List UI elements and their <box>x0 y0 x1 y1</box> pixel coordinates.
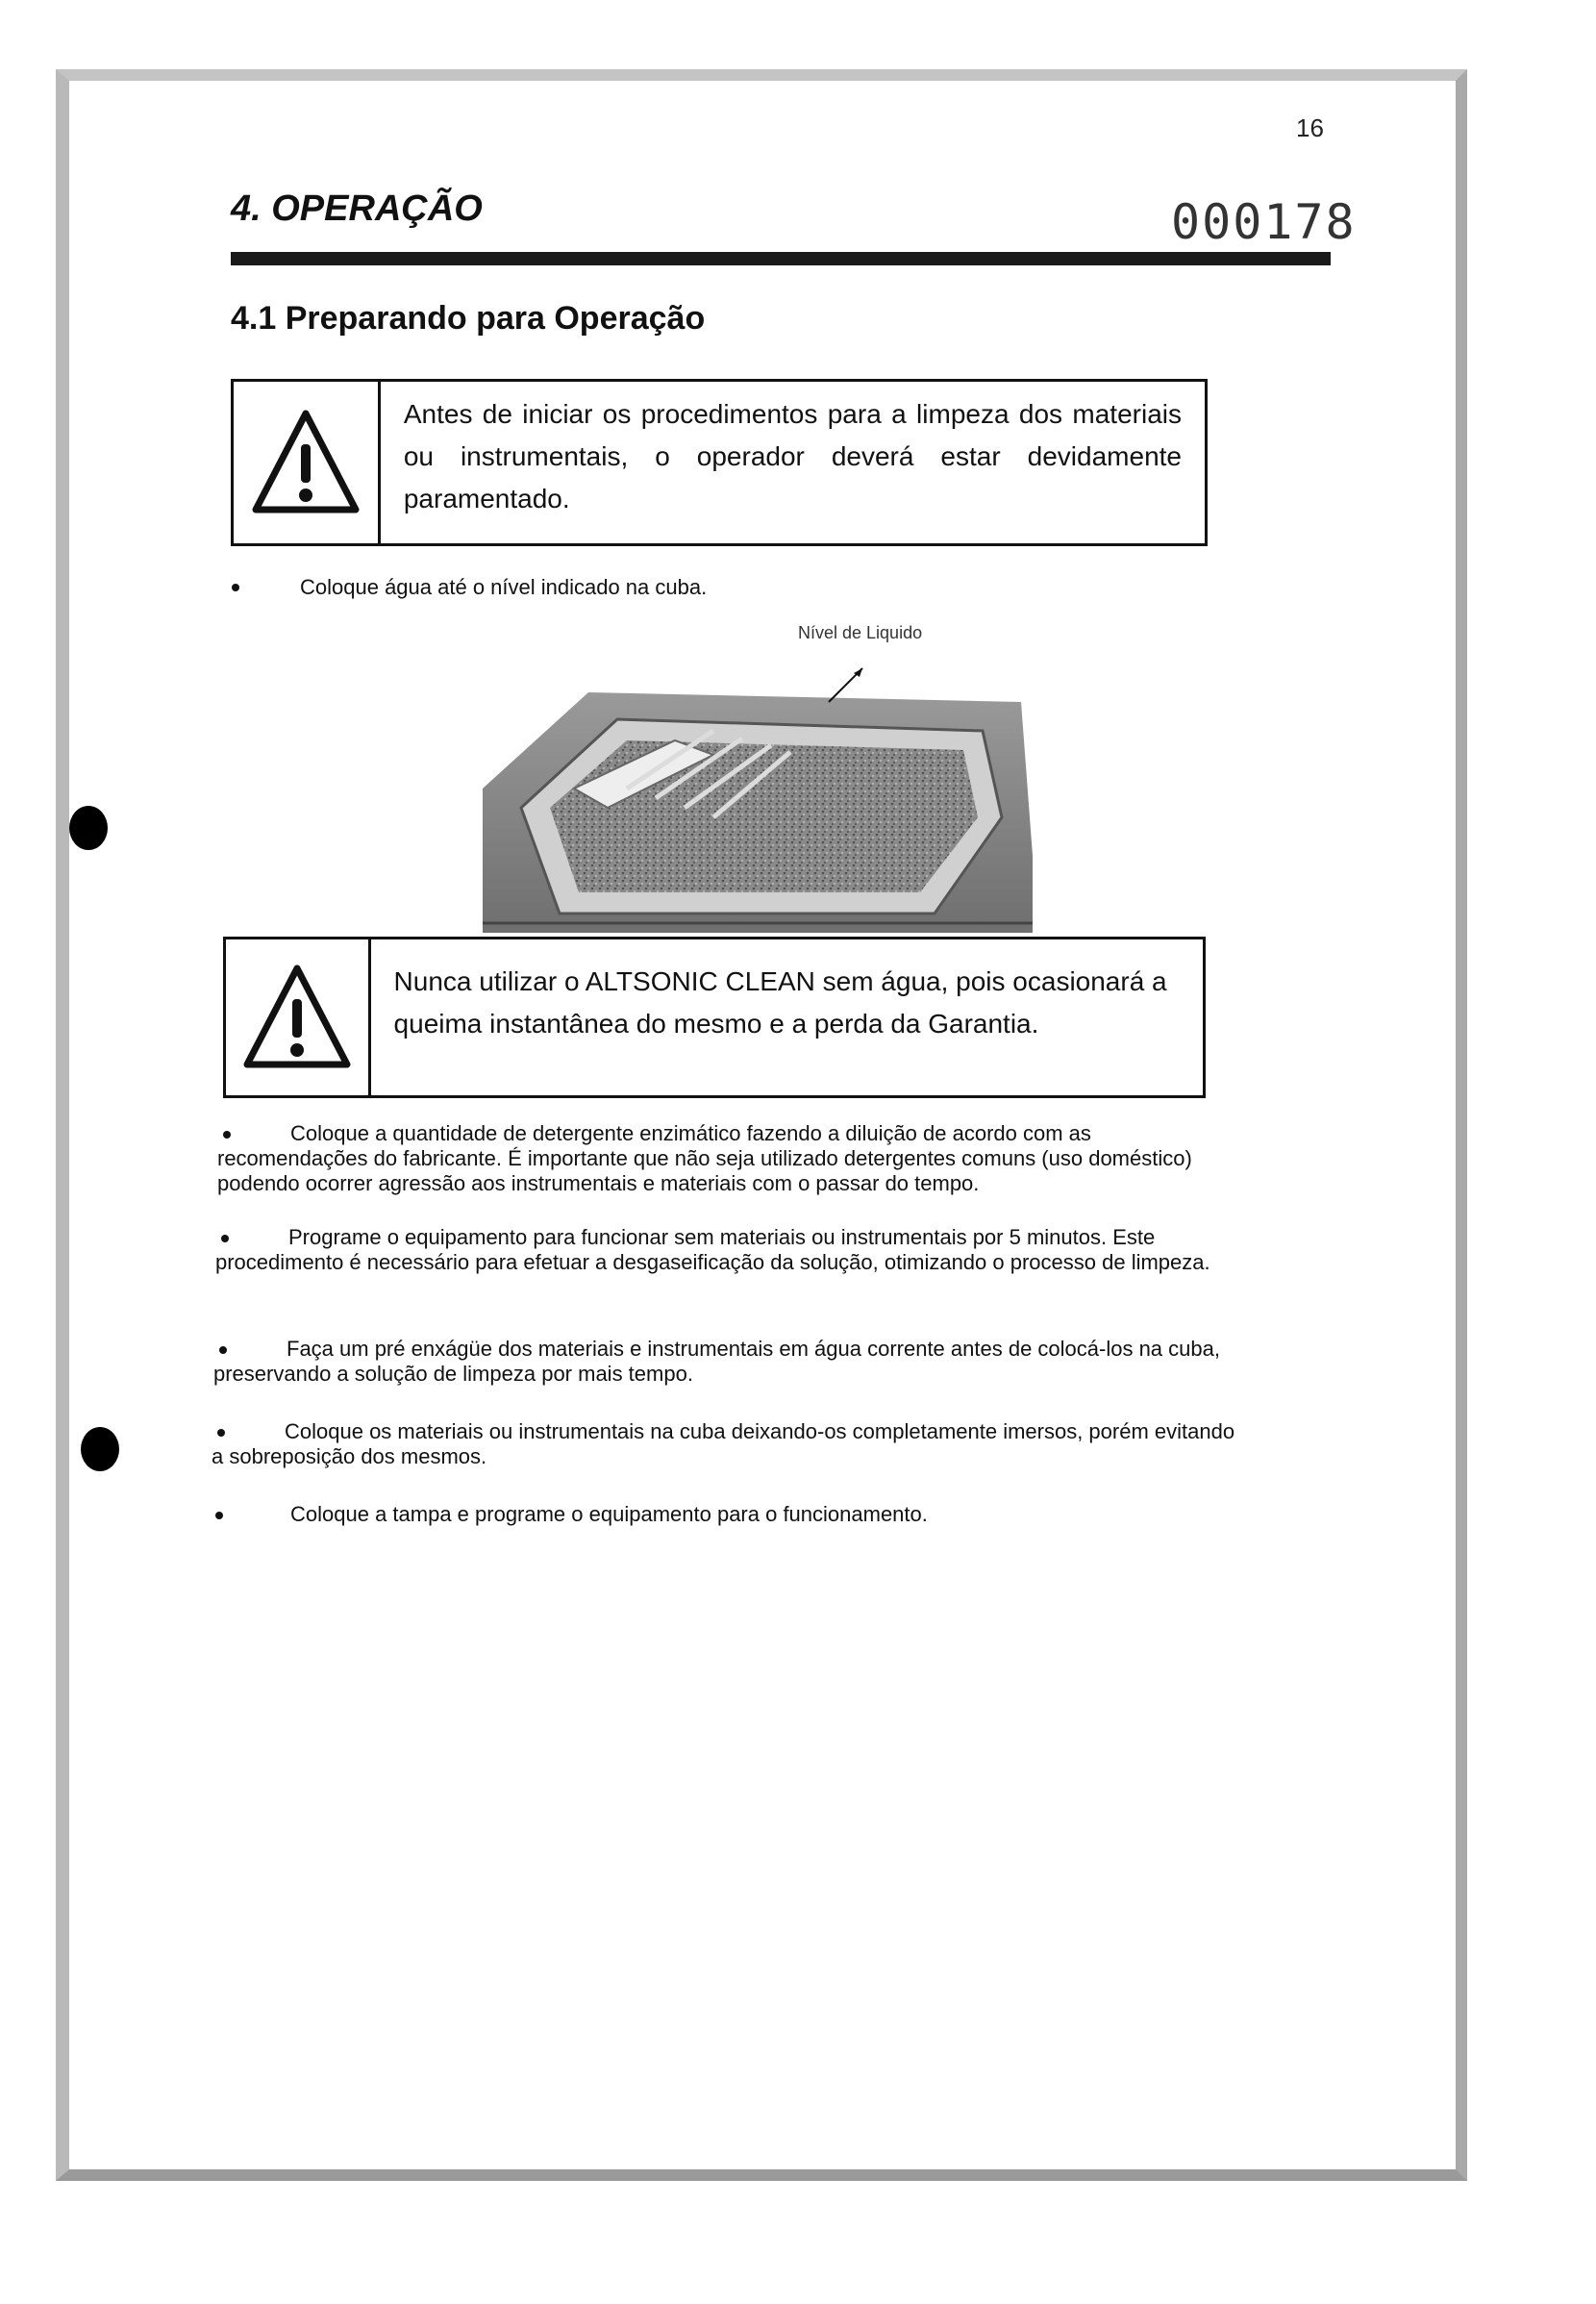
step-text: Coloque água até o nível indicado na cuba. <box>300 575 708 599</box>
bullet-icon <box>232 584 239 591</box>
warning-text: Nunca utilizar o ALTSONIC CLEAN sem água, pois ocasionará a queima instantânea do mesmo e a perda da Garantia. <box>393 966 1167 1039</box>
bullet-icon <box>215 1512 223 1519</box>
page-number: 16 <box>1296 113 1324 142</box>
warning-triangle-icon <box>226 939 371 1095</box>
step-text: Programe o equipamento para funcionar sem materiais ou instrumentais por 5 minutos. Este procedimento é necessário para efetuar a desgaseificação da solução, otimizando o processo de limpeza. <box>215 1225 1210 1274</box>
section-title: 4.1 Preparando para Operação <box>231 300 706 337</box>
warning-triangle-icon <box>234 382 381 543</box>
warning-box-paramentado <box>231 379 1208 546</box>
document-number: 000178 <box>1171 194 1357 250</box>
warning-text: Antes de iniciar os procedimentos para a limpeza dos materiais ou instrumentais, o operador deverá estar devidamente paramentado. <box>403 399 1182 513</box>
step-text: Coloque a quantidade de detergente enzimático fazendo a diluição de acordo com as recomendações do fabricante. É importante que não seja utilizado detergentes comuns (uso doméstico) podendo ocorrer agressão aos instrumentais e materiais com o passar do tempo. <box>217 1121 1192 1195</box>
step-text: Coloque a tampa e programe o equipamento para o funcionamento. <box>290 1502 928 1526</box>
punch-hole-top <box>69 806 108 850</box>
ultrasonic-tank-photo <box>483 664 1033 933</box>
step-text: Coloque os materiais ou instrumentais na cuba deixando-os completamente imersos, porém evitando a sobreposição dos mesmos. <box>212 1419 1235 1468</box>
step-text: Faça um pré enxágüe dos materiais e instrumentais em água corrente antes de colocá-los na cuba, preservando a solução de limpeza por mais tempo. <box>213 1337 1220 1386</box>
chapter-title: 4. OPERAÇÃO <box>231 188 483 229</box>
heading-rule <box>231 252 1331 265</box>
liquid-level-label: Nível de Liquido <box>798 623 923 642</box>
warning-box-garantia <box>223 937 1206 1098</box>
punch-hole-bottom <box>81 1427 119 1471</box>
